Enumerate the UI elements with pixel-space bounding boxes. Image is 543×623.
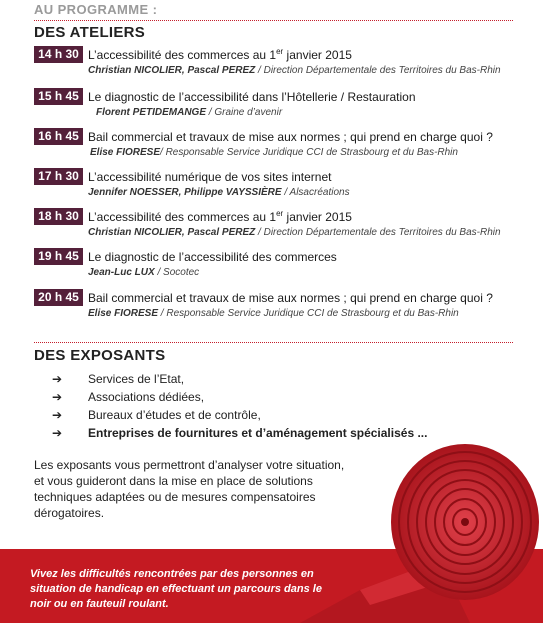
workshop-title: Le diagnostic de l’accessibilité des commerces (88, 250, 337, 264)
banner-text: Vivez les difficultés rencontrées par des personnes en situation de handicap en effectuant un parcours dans le noir ou en fauteuil roulant. (30, 568, 322, 610)
exposants-title: DES EXPOSANTS (34, 347, 166, 364)
workshop-speaker: Jean-Luc LUX / Socotec (88, 267, 200, 278)
workshop-speaker: Christian NICOLIER, Pascal PEREZ / Direction Départementale des Territoires du Bas-Rhin (88, 227, 501, 238)
workshop-title: Bail commercial et travaux de mise aux normes ; qui prend en charge quoi ? (88, 130, 493, 144)
workshop-title: L’accessibilité des commerces au 1er janvier 2015 (88, 209, 352, 224)
ateliers-title: DES ATELIERS (34, 24, 146, 41)
workshop-speaker: Christian NICOLIER, Pascal PEREZ / Direction Départementale des Territoires du Bas-Rhin (88, 65, 501, 76)
workshop-time: 16 h 45 (34, 128, 83, 145)
list-item-label: Bureaux d’études et de contrôle, (88, 408, 261, 422)
workshop-time: 20 h 45 (34, 289, 83, 306)
arrow-right-icon: ➔ (52, 390, 63, 404)
workshop-title: L’accessibilité des commerces au 1er janvier 2015 (88, 47, 352, 62)
workshop-speaker: Florent PETIDEMANGE / Graine d’avenir (96, 107, 283, 118)
workshop-speaker: Elise FIORESE/ Responsable Service Juridique CCI de Strasbourg et du Bas-Rhin (90, 147, 458, 158)
workshop-time: 17 h 30 (34, 168, 83, 185)
workshop-speaker: Jennifer NOESSER, Philippe VAYSSIÈRE / Alsacréations (88, 187, 350, 198)
arrow-right-icon: ➔ (52, 372, 63, 386)
workshop-time: 14 h 30 (34, 46, 83, 63)
arrow-right-icon: ➔ (52, 426, 63, 440)
red-carpet-illustration (300, 440, 543, 623)
arrow-right-icon: ➔ (52, 408, 63, 422)
programme-title: AU PROGRAMME : (34, 2, 158, 17)
exposants-description: Les exposants vous permettront d’analyser votre situation, et vous guideront dans la mise en place de solutions techniques adaptées ou de mesures compensatoires dérogatoires. (34, 458, 345, 520)
workshop-time: 19 h 45 (34, 248, 83, 265)
workshop-speaker: Elise FIORESE / Responsable Service Juridique CCI de Strasbourg et du Bas-Rhin (88, 308, 459, 319)
workshop-title: L’accessibilité numérique de vos sites internet (88, 170, 332, 184)
workshop-time: 15 h 45 (34, 88, 83, 105)
section-divider (34, 342, 513, 343)
workshop-title: Bail commercial et travaux de mise aux normes ; qui prend en charge quoi ? (88, 291, 493, 305)
workshop-title: Le diagnostic de l’accessibilité dans l’Hôtellerie / Restauration (88, 90, 416, 104)
section-divider (34, 20, 513, 21)
list-item-label: Associations dédiées, (88, 390, 205, 404)
list-item-label: Entreprises de fournitures et d’aménagement spécialisés ... (88, 426, 428, 440)
workshop-time: 18 h 30 (34, 208, 83, 225)
list-item-label: Services de l’Etat, (88, 372, 185, 386)
